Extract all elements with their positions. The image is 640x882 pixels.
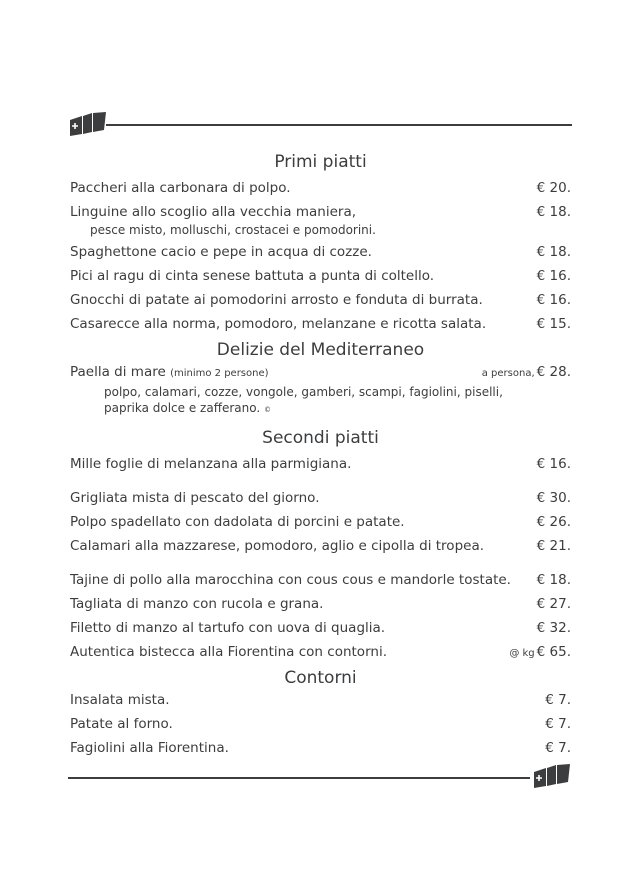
item-price: € 16.	[536, 268, 571, 284]
menu-item	[70, 488, 571, 508]
item-price: € 18.	[536, 244, 571, 260]
item-name: Grigliata mista di pescato del giorno.	[70, 490, 320, 506]
item-name: Mille foglie di melanzana alla parmigiana.	[70, 456, 352, 472]
item-name: Casarecce alla norma, pomodoro, melanzane e ricotta salata.	[70, 316, 487, 332]
item-name: Fagiolini alla Fiorentina.	[70, 740, 229, 756]
menu-item	[70, 570, 571, 590]
mark-symbol: ©	[264, 406, 272, 414]
item-price: € 16.	[536, 456, 571, 472]
item-price: € 27.	[536, 596, 571, 612]
item-name: Tagliata di manzo con rucola e grana.	[70, 596, 324, 612]
item-price: € 15.	[536, 316, 571, 332]
flag-icon	[68, 112, 108, 136]
item-price: € 28.	[536, 364, 571, 380]
item-name: Polpo spadellato con dadolata di porcini e patate.	[70, 514, 405, 530]
menu-content	[70, 150, 571, 758]
section-title-secondi: Secondi piatti	[262, 428, 379, 448]
item-description: pesce misto, molluschi, crostacei e pomodorini.	[90, 223, 376, 237]
section-title-delizie: Delizie del Mediterraneo	[216, 340, 425, 360]
item-name: Calamari alla mazzarese, pomodoro, aglio e cipolla di tropea.	[70, 538, 485, 554]
item-price: € 7.	[545, 740, 571, 756]
menu-item	[70, 242, 571, 262]
item-name: Spaghettone cacio e pepe in acqua di cozze.	[70, 244, 372, 260]
menu-item	[70, 738, 571, 758]
item-price: € 7.	[545, 716, 571, 732]
item-price: € 18.	[536, 204, 571, 220]
item-price: € 21.	[536, 538, 571, 554]
flag-icon	[532, 764, 572, 788]
menu-item	[70, 512, 571, 532]
price-prefix: @ kg	[509, 648, 535, 659]
menu-item	[70, 290, 571, 310]
item-name: Linguine allo scoglio alla vecchia maniera,	[70, 204, 357, 220]
item-name: Insalata mista.	[70, 692, 170, 708]
item-name: Pici al ragu di cinta senese battuta a punta di coltello.	[70, 268, 435, 284]
item-name: Autentica bistecca alla Fiorentina con contorni.	[70, 644, 387, 660]
menu-item	[70, 202, 571, 238]
item-price: € 30.	[536, 490, 571, 506]
item-name: Patate al forno.	[70, 716, 173, 732]
item-price: € 26.	[536, 514, 571, 530]
item-price: € 18.	[536, 572, 571, 588]
item-price: € 20.	[536, 180, 571, 196]
menu-item	[70, 362, 571, 418]
item-name: Filetto di manzo al tartufo con uova di quaglia.	[70, 620, 386, 636]
item-note: (minimo 2 persone)	[170, 368, 269, 379]
divider-line	[106, 124, 572, 126]
item-name: Gnocchi di patate ai pomodorini arrosto e fonduta di burrata.	[70, 292, 483, 308]
price-prefix: a persona,	[481, 368, 535, 379]
item-name: Tajine di pollo alla marocchina con cous cous e mandorle tostate.	[70, 572, 511, 588]
menu-item	[70, 536, 571, 556]
menu-item	[70, 314, 571, 334]
item-name: Paccheri alla carbonara di polpo.	[70, 180, 291, 196]
item-price: € 32.	[536, 620, 571, 636]
item-description: polpo, calamari, cozze, vongole, gamberi, scampi, fagiolini, piselli, paprika dolce e zafferano. ©	[104, 385, 503, 415]
item-price: € 7.	[545, 692, 571, 708]
section-title-primi: Primi piatti	[274, 152, 367, 172]
menu-item	[70, 690, 571, 710]
menu-item	[70, 178, 571, 198]
menu-item	[70, 266, 571, 286]
top-divider	[68, 112, 572, 136]
item-name: Paella di mare	[70, 364, 166, 380]
bottom-divider	[68, 764, 572, 790]
menu-item	[70, 454, 571, 474]
item-price: € 16.	[536, 292, 571, 308]
divider-line	[68, 777, 530, 779]
menu-item	[70, 594, 571, 614]
menu-item	[70, 618, 571, 638]
section-title-contorni: Contorni	[284, 668, 357, 688]
menu-item	[70, 714, 571, 734]
item-price: € 65.	[536, 644, 571, 660]
menu-item	[70, 642, 571, 662]
